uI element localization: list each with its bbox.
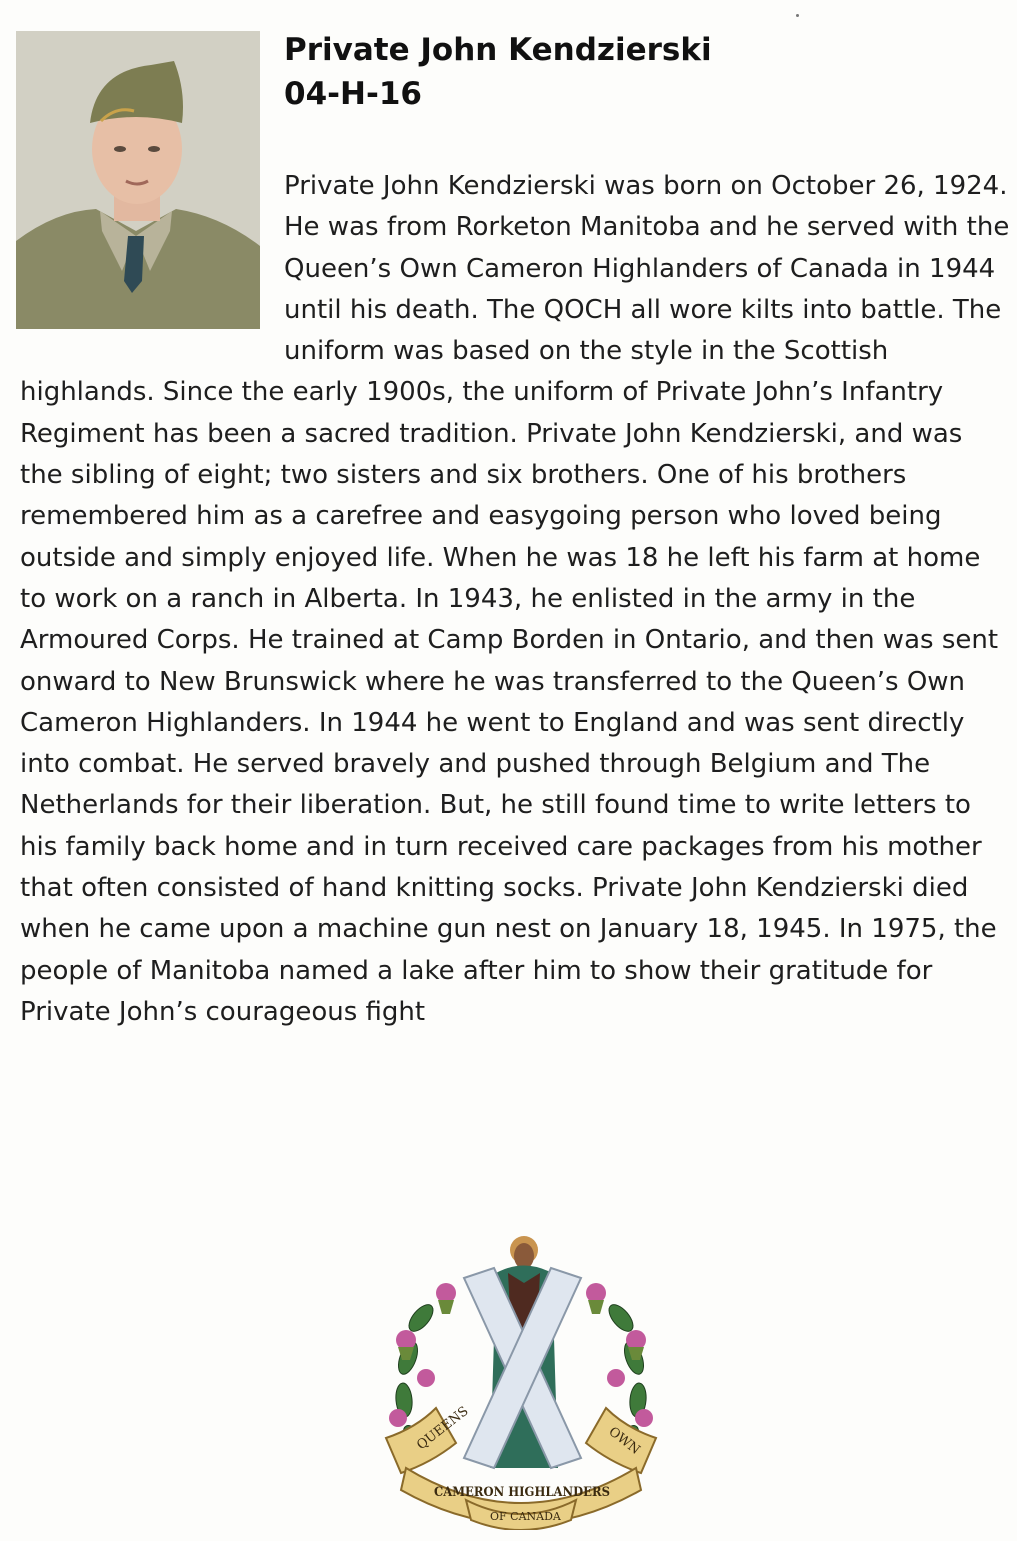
page-title [284, 28, 712, 116]
biography-text: Private John Kendzierski was born on October 26, 1924. He was from Rorketon Manitoba and he served with the Queen’s Own Cameron Highlanders of Canada in 1944 until his death. The QOCH all wore kilts into battle. The uniform was based on the style in the Scottish highlands. Since the early 1900s, the uniform of Private John’s Infantry Regiment has been a sacred tradition. Private John Kendzierski, and was the sibling of eight; two sisters and six brothers. One of his brothers remembered him as a carefree and easygoing person who loved being outside and simply enjoyed life. When he was 18 he left his farm at home to work on a ranch in Alberta. In 1943, he enlisted in the army in the Armoured Corps. He trained at Camp Borden in Ontario, and then was sent onward to New Brunswick where he was transferred to the Queen’s Own Cameron Highlanders. In 1944 he went to England and was sent directly into combat. He served bravely and pushed through Belgium and The Netherlands for their liberation. But, he still found time to write letters to his family back home and in turn received care packages from his mother that often consisted of hand knitting socks. Private John Kendzierski died when he came upon a machine gun nest on January 18, 1945. In 1975, the people of Manitoba named a lake after him to show their gratitude for Private John’s courageous fight [20, 171, 1010, 1027]
regimental-crest-logo [376, 1228, 666, 1530]
scroll-right-text: OWN [605, 1424, 643, 1458]
scroll-left-text: QUEENS [414, 1403, 472, 1454]
scroll-main-text: CAMERON HIGHLANDERS [434, 1485, 610, 1500]
biography-block [20, 166, 1010, 1033]
soldier-name: Private John Kendzierski [284, 32, 712, 68]
scan-speck [796, 14, 799, 17]
photo-wrap-spacer [20, 166, 284, 334]
scroll-bottom-text: OF CANADA [490, 1510, 561, 1523]
grave-reference: 04-H-16 [284, 76, 422, 112]
